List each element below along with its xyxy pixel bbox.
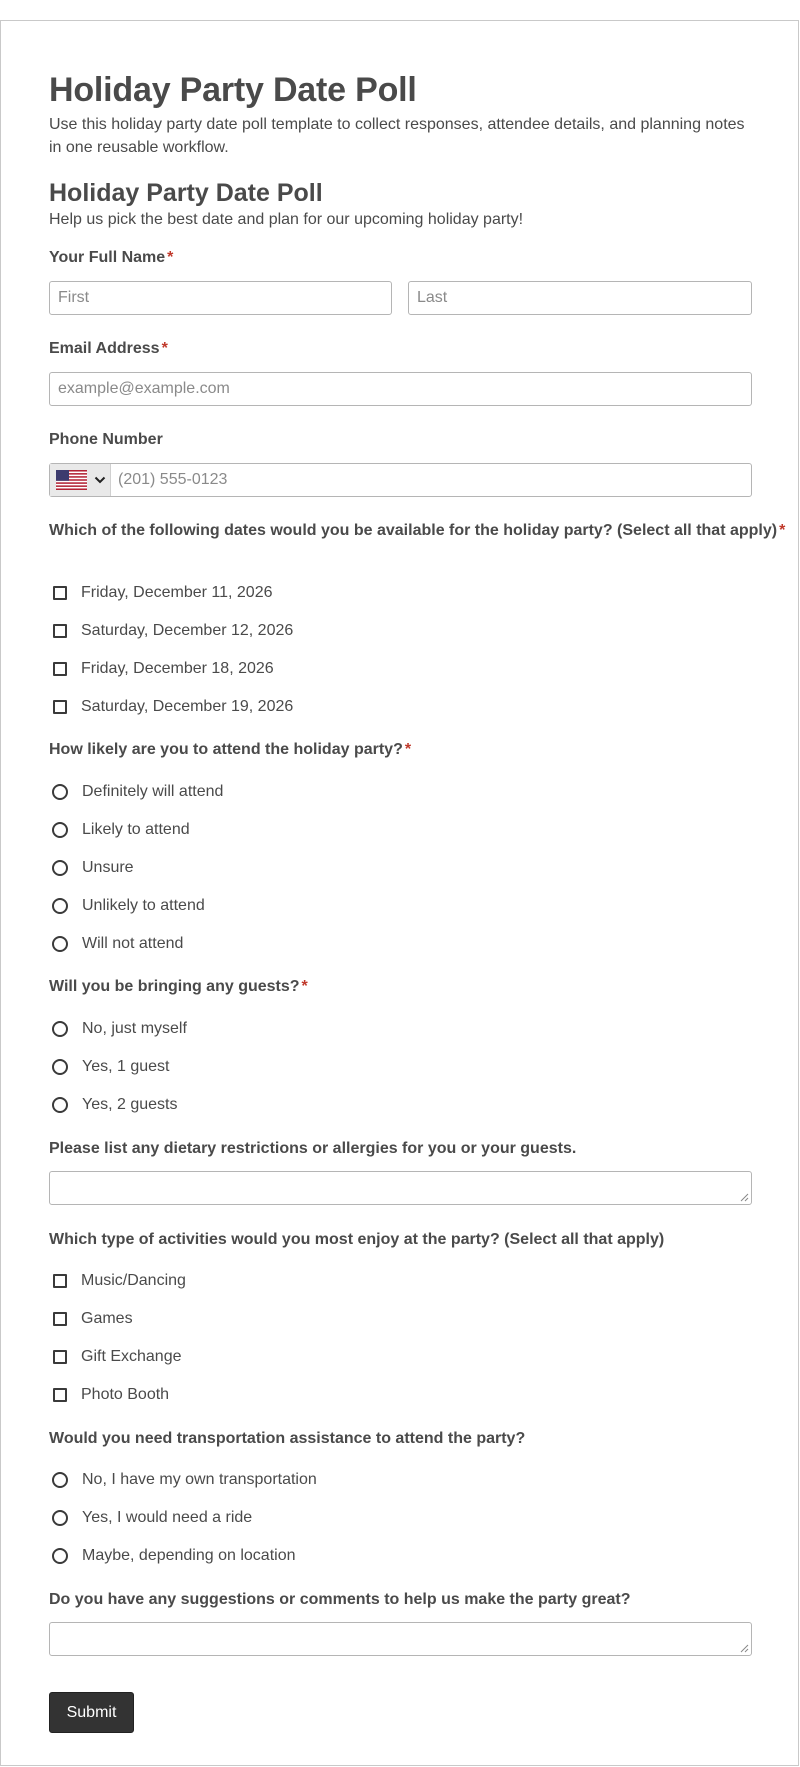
likelihood-option[interactable]: Definitely will attend	[49, 781, 223, 803]
guests-option[interactable]: Yes, 1 guest	[49, 1056, 169, 1078]
radio-button[interactable]	[52, 936, 68, 952]
phone-field	[49, 463, 752, 497]
radio-button[interactable]	[52, 898, 68, 914]
required-asterisk: *	[167, 249, 174, 266]
phone-label: Phone Number	[49, 431, 163, 448]
transport-option[interactable]: Yes, I would need a ride	[49, 1507, 252, 1529]
first-name-input[interactable]	[49, 281, 392, 315]
date-option[interactable]: Friday, December 11, 2026	[49, 582, 273, 604]
radio-button[interactable]	[52, 822, 68, 838]
form-card	[0, 20, 799, 1766]
submit-button[interactable]: Submit	[49, 1692, 134, 1733]
chevron-down-icon	[94, 475, 106, 485]
dates-question-label: Which of the following dates would you be available for the holiday party? (Select all that apply) *	[49, 522, 786, 539]
date-option[interactable]: Friday, December 18, 2026	[49, 658, 274, 680]
dietary-question-label: Please list any dietary restrictions or allergies for you or your guests.	[49, 1140, 577, 1157]
checkbox[interactable]	[53, 1274, 67, 1288]
dietary-textarea[interactable]	[49, 1171, 752, 1205]
required-asterisk: *	[301, 978, 308, 995]
checkbox[interactable]	[53, 1350, 67, 1364]
radio-button[interactable]	[52, 860, 68, 876]
activity-option[interactable]: Music/Dancing	[49, 1270, 186, 1292]
checkbox[interactable]	[53, 586, 67, 600]
radio-button[interactable]	[52, 1059, 68, 1075]
email-label: Email Address *	[49, 340, 168, 357]
likelihood-option[interactable]: Will not attend	[49, 933, 183, 955]
checkbox[interactable]	[53, 1312, 67, 1326]
activities-question-label: Which type of activities would you most enjoy at the party? (Select all that apply)	[49, 1231, 665, 1248]
radio-button[interactable]	[52, 1021, 68, 1037]
required-asterisk: *	[161, 340, 168, 357]
comments-textarea[interactable]	[49, 1622, 752, 1656]
likelihood-option[interactable]: Unlikely to attend	[49, 895, 205, 917]
radio-button[interactable]	[52, 1097, 68, 1113]
likelihood-option[interactable]: Unsure	[49, 857, 134, 879]
resize-grip-icon[interactable]	[740, 1193, 749, 1202]
checkbox[interactable]	[53, 1388, 67, 1402]
transport-question-label: Would you need transportation assistance to attend the party?	[49, 1430, 526, 1447]
phone-input[interactable]	[110, 464, 750, 496]
activity-option[interactable]: Gift Exchange	[49, 1346, 182, 1368]
guests-question-label: Will you be bringing any guests? *	[49, 978, 308, 995]
checkbox[interactable]	[53, 700, 67, 714]
radio-button[interactable]	[52, 1548, 68, 1564]
transport-option[interactable]: Maybe, depending on location	[49, 1545, 296, 1567]
guests-option[interactable]: Yes, 2 guests	[49, 1094, 177, 1116]
transport-option[interactable]: No, I have my own transportation	[49, 1469, 317, 1491]
radio-button[interactable]	[52, 1510, 68, 1526]
us-flag-icon	[56, 470, 87, 490]
email-input[interactable]	[49, 372, 752, 406]
form-description: Help us pick the best date and plan for our upcoming holiday party!	[49, 211, 524, 228]
comments-question-label: Do you have any suggestions or comments to help us make the party great?	[49, 1591, 631, 1608]
checkbox[interactable]	[53, 662, 67, 676]
activity-option[interactable]: Photo Booth	[49, 1384, 169, 1406]
page-title: Holiday Party Date Poll	[49, 71, 417, 109]
date-option[interactable]: Saturday, December 12, 2026	[49, 620, 293, 642]
checkbox[interactable]	[53, 624, 67, 638]
likelihood-question-label: How likely are you to attend the holiday party? *	[49, 741, 412, 758]
activity-option[interactable]: Games	[49, 1308, 133, 1330]
resize-grip-icon[interactable]	[740, 1644, 749, 1653]
radio-button[interactable]	[52, 1472, 68, 1488]
country-code-select[interactable]	[50, 464, 111, 496]
date-option[interactable]: Saturday, December 19, 2026	[49, 696, 293, 718]
radio-button[interactable]	[52, 784, 68, 800]
required-asterisk: *	[404, 741, 412, 758]
last-name-input[interactable]	[408, 281, 752, 315]
guests-option[interactable]: No, just myself	[49, 1018, 187, 1040]
likelihood-option[interactable]: Likely to attend	[49, 819, 190, 841]
full-name-label: Your Full Name *	[49, 249, 174, 266]
page-description: Use this holiday party date poll template to collect responses, attendee details, and planning notes in one reusable workflow.	[49, 116, 745, 156]
required-asterisk: *	[779, 522, 786, 539]
form-title: Holiday Party Date Poll	[49, 179, 323, 207]
